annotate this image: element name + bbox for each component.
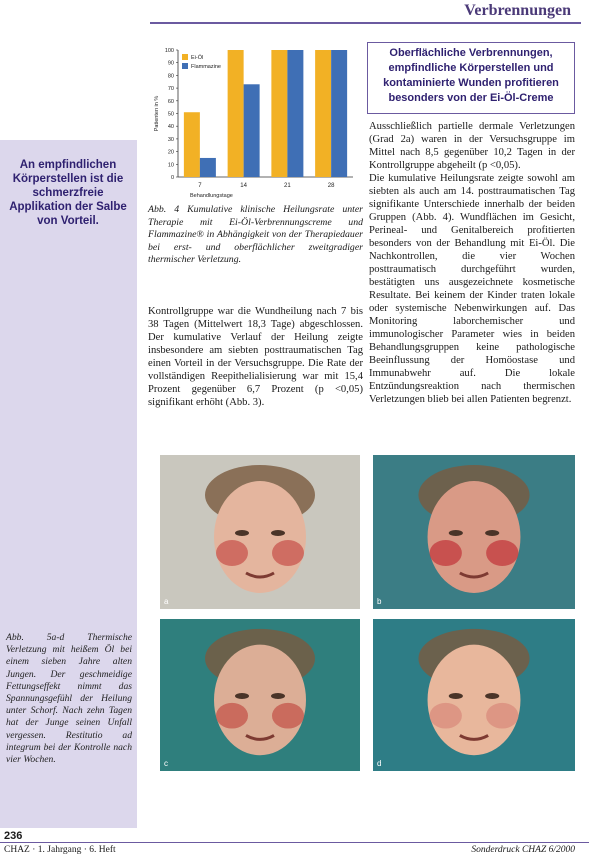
bar-ei-oel: [315, 50, 331, 177]
photo-b: [373, 455, 575, 609]
photo-label: b: [377, 597, 382, 606]
y-tick-label: 100: [164, 48, 174, 54]
body-text-column-2: [369, 120, 575, 406]
y-tick-label: 30: [167, 136, 174, 143]
sidebar-teaser: An empfindlichen Körperstellen ist die schmerzfreie Applikation der Salbe von Vorteil.: [9, 159, 127, 227]
y-tick-label: 10: [167, 162, 174, 169]
footer-rule: [0, 842, 589, 843]
page-number: 236: [4, 830, 23, 842]
x-tick-label: 7: [198, 183, 202, 189]
header-rule: [150, 22, 581, 24]
y-tick-label: 20: [167, 149, 174, 156]
photo-label: c: [164, 759, 168, 768]
photo-c: [160, 619, 360, 771]
bar-flammazine: [287, 50, 303, 177]
legend-swatch: [182, 63, 188, 69]
y-tick-label: 60: [167, 98, 174, 105]
legend-swatch: [182, 54, 188, 60]
x-tick-label: 21: [284, 183, 291, 189]
journal-info: CHAZ · 1. Jahrgang · 6. Heft: [4, 845, 116, 855]
photo-label: a: [164, 597, 169, 606]
highlight-heading: Oberflächliche Verbrennungen, empfindliche Körperstellen und kontaminierte Wunden profitieren besonders von der Ei-Öl-Creme: [367, 42, 575, 114]
x-tick-label: 14: [240, 183, 247, 189]
healing-rate-chart: [148, 42, 363, 202]
y-tick-label: 40: [167, 124, 174, 131]
legend-label: Ei-Öl: [191, 55, 204, 61]
running-header: [0, 0, 589, 24]
bar-ei-oel: [228, 50, 244, 177]
bar-flammazine: [244, 84, 260, 177]
legend-label: Flammazine: [191, 64, 221, 70]
y-tick-label: 0: [170, 175, 174, 181]
y-tick-label: 90: [167, 60, 174, 67]
bar-flammazine: [200, 158, 216, 177]
paragraph: Die kumulative Heilungsrate zeigte sowohl am siebten als auch am 14. posttraumatischen Tag signifikante Unterschiede innerhalb der beiden Gruppen (Abb. 4). Wundflächen im Gesicht, Perineal- und Genitalbereich profitierten besonders von der Behandlung mit Ei-Öl. Die Nachkontrollen, die vier Wochen posttraumatisch durchgeführt wurden, bestätigten uns ausgezeichnete kosmetische Resultate. Bei keinem der Kinder traten lokale oder systemische Nebenwirkungen auf. Das Monitoring laborchemischer und immunologischer Parameter wies in beiden Behandlungsgruppen keine pathologische Beeinflussung der Homöostase und Immunabwehr auf. Die lokale Entzündungsreaktion nach thermischen Verletzungen blieb bei allen Patienten begrenzt.: [369, 173, 575, 405]
bar-ei-oel: [271, 50, 287, 177]
photo-image: [373, 619, 575, 771]
special-print: Sonderdruck CHAZ 6/2000: [471, 845, 575, 855]
photo-image: [373, 455, 575, 609]
paragraph: Ausschließlich partielle dermale Verletzungen (Grad 2a) waren in der Versuchsgruppe im Mittel nach 8,5 gegenüber 10,2 Tagen in der Kontrollgruppe abgeheilt (p <0,05).: [369, 121, 575, 171]
photo-image: [160, 455, 360, 609]
photo-d: [373, 619, 575, 771]
bar-ei-oel: [184, 112, 200, 177]
photo-a: [160, 455, 360, 609]
body-text-column-1: Kontrollgruppe war die Wundheilung nach 7 bis 38 Tagen (Mittelwert 18,3 Tage) abgeschlossen. Der kumulative Verlauf der Heilung zeigte insbesondere am siebten posttraumatischen Tag einen Vorteil in der Versuchsgruppe. Die Rate der vollständigen Reepithelialisierung war mit 15,4 Prozent gegenüber 6,7 Prozent (p <0,05) signifikant erhöht (Abb. 3).: [148, 306, 363, 408]
y-axis-label: Patienten in %: [154, 95, 160, 132]
figure4-caption: Abb. 4 Kumulative klinische Heilungsrate unter Therapie mit Ei-Öl-Verbrennungscreme und Flammazine® in Abhängigkeit von der Therapiedauer bei erst- und oberflächlicher zweitgradiger thermischer Verletzung.: [148, 204, 363, 265]
chart-svg: [148, 42, 363, 202]
photo-image: [160, 619, 360, 771]
x-tick-label: 28: [327, 183, 335, 189]
y-tick-label: 80: [167, 73, 174, 80]
figure5-caption: Abb. 5a-d Thermische Verletzung mit heißem Öl bei einem sieben Jahre alten Jungen. Der geschmeidige Fettungseffekt nimmt das Spannungsgefühl der Heilung unter Schorf. Nach zehn Tagen hat der Junge seinen Unfall vergessen. Restitutio ad integrum bei der Kontrolle nach vier Wochen.: [6, 632, 132, 766]
bar-flammazine: [331, 50, 347, 177]
section-title: Verbrennungen: [464, 2, 571, 19]
photo-label: d: [377, 759, 382, 768]
y-tick-label: 70: [167, 86, 174, 93]
x-axis-label: Behandlungstage: [190, 193, 233, 199]
y-tick-label: 50: [167, 111, 174, 118]
